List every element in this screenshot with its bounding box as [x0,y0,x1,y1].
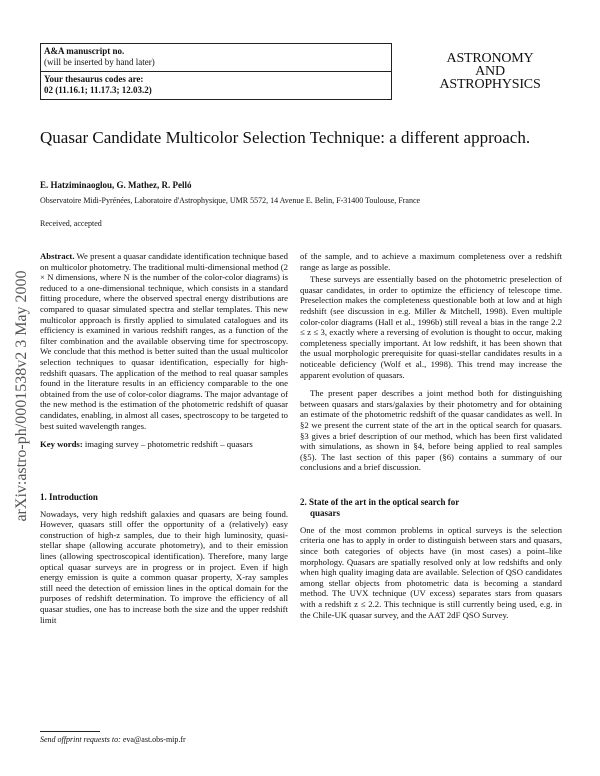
received-line: Received, accepted [40,219,102,228]
right-paragraph-3: The present paper describes a joint method both for distinguishing between quasars and stars/galaxies by their photometry and for obtaining an estimate of the photometric redshift of the quasar candidates as well. In §2 we present the current state of the art in the optical search for quasars. §3 gives a brief description of our method, which has been first validated with simulations, as shown in §4, before being applied to real samples (§5). The last section of this paper (§6) contains a summary of our conclusions and a brief discussion. [300,388,562,473]
right-paragraph-2: These surveys are essentially based on the photometric preselection of quasar candidates, in order to optimize the efficiency of telescope time. Preselection makes the completeness questionable both at low and at high redshift (see discussion in e.g. Miller & Mitchell, 1998). Even multiple color-color diagrams (Hall et al., 1996b) still reveal a bias in the range 2.2 ≤ z ≤ 3, exactly where a reversing of evolution is thought to occur, making completeness specially important. At low redshift, it has been shown that the usual morphologic prerequisite for quasi-stellar candidates results in a noticeable deficiency (Wolf et al., 1998). This trend may increase the apparent evolution of quasars. [300,274,562,380]
manuscript-info [41,44,391,71]
footnote-label: Send offprint requests to: [40,735,121,744]
keywords-text: imaging survey – photometric redshift – quasars [84,439,253,450]
manuscript-note: (will be inserted by hand later) [44,57,155,67]
section-2-paragraph: One of the most common problems in optical surveys is the selection criteria one has to apply in order to distinguish between stars and quasars, since both categories of objects have (in most cases) a point–like morphology. Quasars are spatially resolved only at low redshifts and only when high quality imaging data are available. Selection of QSO candidates among stellar objects from photometric data is becoming a standard method. The UVX technique (UV excess) separates stars from quasars with a redshift z ≤ 2.2. This technique is still currently being used, e.g. in the Chile-UK quasar survey, and the AAT 2dF QSO Survey. [300,524,562,620]
manuscript-label: A&A manuscript no. [44,46,125,56]
journal-line-2: AND [475,64,505,79]
paper-authors: E. Hatziminaoglou, G. Mathez, R. Pelló [40,180,192,190]
right-column [300,251,562,620]
section-2-heading-line-1: 2. State of the art in the optical search for [300,496,460,507]
keywords-label: Key words: [40,439,83,450]
journal-logo [430,52,550,91]
left-column [40,251,288,625]
thesaurus-label: Your thesaurus codes are: [44,74,144,84]
paper-title: Quasar Candidate Multicolor Selection Technique: a different approach. [40,128,531,147]
intro-heading: 1. Introduction [40,491,98,502]
abstract [40,251,288,431]
right-paragraph-1: of the sample, and to achieve a maximum completeness over a redshift range as large as possible. [300,251,562,272]
keywords [40,439,288,450]
arxiv-stamp [8,218,36,573]
footnote [40,735,186,744]
section-2-heading [300,497,562,519]
footnote-email: eva@ast.obs-mip.fr [122,735,186,744]
abstract-label: Abstract. [40,251,75,261]
thesaurus-codes: 02 (11.16.1; 11.17.3; 12.03.2) [44,85,152,95]
intro-paragraph: Nowadays, very high redshift galaxies and quasars are being found. However, quasars still offer the opportunity of a (relatively) easy construction of high-z samples, due to their high luminosity, quasi-stellar shape (allowing accurate photometry), and to their emission lines (allowing spectroscopical identification). Therefore, many large optical quasar surveys are in progress or in project. Even if high energy emission is quite a common quasar property, X-ray samples still need the detection of emission lines in the optical domain for the purposes of redshift determination. To improve the efficiency of all quasar studies, one has to increase both the size and the upper redshift limit [40,508,288,625]
abstract-text: We present a quasar candidate identification technique based on multicolor photometry. The traditional multi-dimensional method (2 × N dimensions, where N is the number of the color-color diagrams) is reduced to a one-dimensional technique, which consists in a standard fitting procedure, where the observed spectral energy distributions are compared to quasar simulated spectra and stellar templates. This new multicolor approach is firstly applied to simulated catalogues and its efficiency is examined in various redshift ranges, as a function of the filter combination and the available observing time for spectroscopy. We conclude that this method is better suited than the usual multicolor selection techniques to quasar identification, especially for high-redshift quasars. The application of the method to real quasar samples found in the literature results in an efficiency comparable to the one obtained from the use of color-color diagrams. The major advantage of the new method is the estimation of the photometric redshift of quasar candidates, enabling, in almost all cases, spectroscopy to be targeted to best suited wavelength ranges. [40,251,288,431]
journal-line-1: ASTRONOMY [446,51,534,66]
thesaurus-info [41,71,391,99]
paper-affiliation: Observatoire Midi-Pyrénées, Laboratoire d'Astrophysique, UMR 5572, 14 Avenue E. Belin, F-31400 Toulouse, France [40,196,421,205]
manuscript-header-box [40,43,392,100]
journal-line-3: ASTROPHYSICS [439,77,541,92]
arxiv-identifier: arXiv:astro-ph/0001538v2 3 May 2000 [13,269,30,522]
section-2-heading-line-2: quasars [310,507,341,518]
footnote-rule [40,731,100,732]
